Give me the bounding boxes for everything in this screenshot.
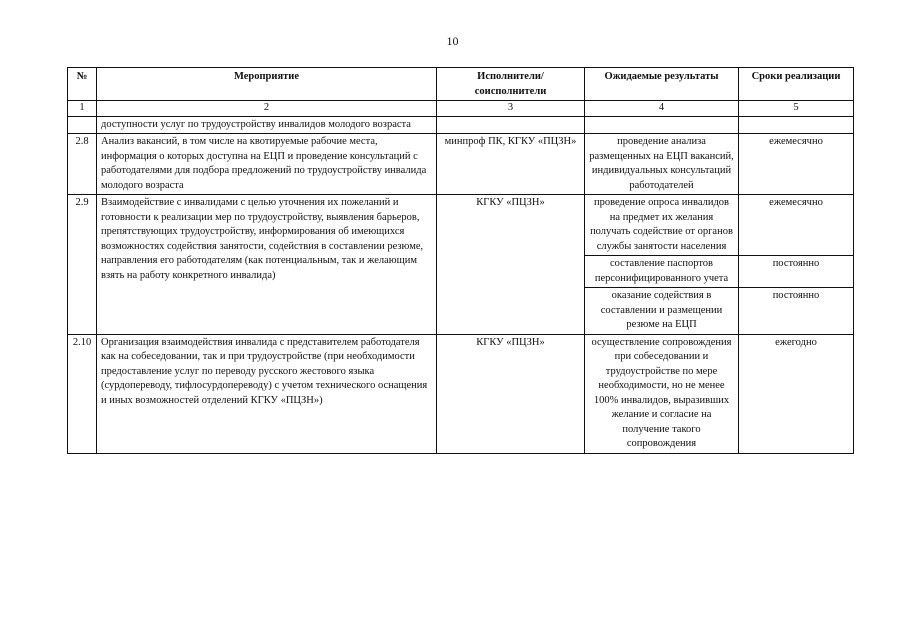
column-index: 3 xyxy=(437,101,585,117)
column-index: 5 xyxy=(739,101,854,117)
page-number: 10 xyxy=(446,34,459,48)
row-activity: доступности услуг по трудоустройству инвалидов молодого возраста xyxy=(97,116,437,134)
row-result xyxy=(585,116,739,134)
row-number: 2.10 xyxy=(68,334,97,453)
row-executors: КГКУ «ПЦЗН» xyxy=(437,334,585,453)
row-result: составление паспортов персонифицированного учета xyxy=(585,256,739,288)
header-terms: Сроки реализации xyxy=(739,68,854,101)
row-term: постоянно xyxy=(739,256,854,288)
table-row-2-9 xyxy=(68,195,854,256)
row-executors xyxy=(437,116,585,134)
row-term: ежемесячно xyxy=(739,134,854,195)
row-result: проведение анализа размещенных на ЕЦП вакансий, индивидуальных консультаций работодателей xyxy=(585,134,739,195)
header-activity: Мероприятие xyxy=(97,68,437,101)
row-activity: Организация взаимодействия инвалида с представителем работодателя как на собеседовании, так и при трудоустройстве (при необходимости предоставление услуг по переводу русского жестового языка (сурдопереводу, тифлосурдопереводу) с учетом технического оснащения и иных возможностей отделений КГКУ «ПЦЗН») xyxy=(97,334,437,453)
column-index-row xyxy=(68,101,854,117)
row-term: ежегодно xyxy=(739,334,854,453)
column-index: 2 xyxy=(97,101,437,117)
row-result: осуществление сопровождения при собеседовании и трудоустройстве по мере необходимости, но не менее 100% инвалидов, выразивших желание и согласие на получение такого сопровождения xyxy=(585,334,739,453)
header-number: № xyxy=(68,68,97,101)
row-term: постоянно xyxy=(739,288,854,335)
row-number xyxy=(68,116,97,134)
row-number: 2.8 xyxy=(68,134,97,195)
row-activity: Анализ вакансий, в том числе на квотируемые рабочие места, информация о которых доступна на ЕЦП и проведение консультаций с работодателями для подбора предложений по трудоустройству инвалида молодого возраста xyxy=(97,134,437,195)
row-executors: КГКУ «ПЦЗН» xyxy=(437,195,585,335)
table-row-continuation xyxy=(68,116,854,134)
row-executors: минпроф ПК, КГКУ «ПЦЗН» xyxy=(437,134,585,195)
table-row-2-8 xyxy=(68,134,854,195)
table-row-2-10 xyxy=(68,334,854,453)
row-result: оказание содействия в составлении и размещении резюме на ЕЦП xyxy=(585,288,739,335)
row-number: 2.9 xyxy=(68,195,97,335)
row-activity: Взаимодействие с инвалидами с целью уточнения их пожеланий и готовности к реализации мер по трудоустройству, выявления барьеров, препятствующих трудоустройству, информирования об имеющихся возможностях содействия занятости, содействия в составлении резюме, направления его работодателям (как потенциальным, так и желающим взять на работу конкретного инвалида) xyxy=(97,195,437,335)
row-term xyxy=(739,116,854,134)
column-index: 1 xyxy=(68,101,97,117)
header-results: Ожидаемые результаты xyxy=(585,68,739,101)
activities-table xyxy=(67,67,854,454)
table-header-row xyxy=(68,68,854,101)
header-executors: Исполнители/ соисполнители xyxy=(437,68,585,101)
row-result: проведение опроса инвалидов на предмет их желания получать содействие от органов службы занятости населения xyxy=(585,195,739,256)
row-term: ежемесячно xyxy=(739,195,854,256)
column-index: 4 xyxy=(585,101,739,117)
